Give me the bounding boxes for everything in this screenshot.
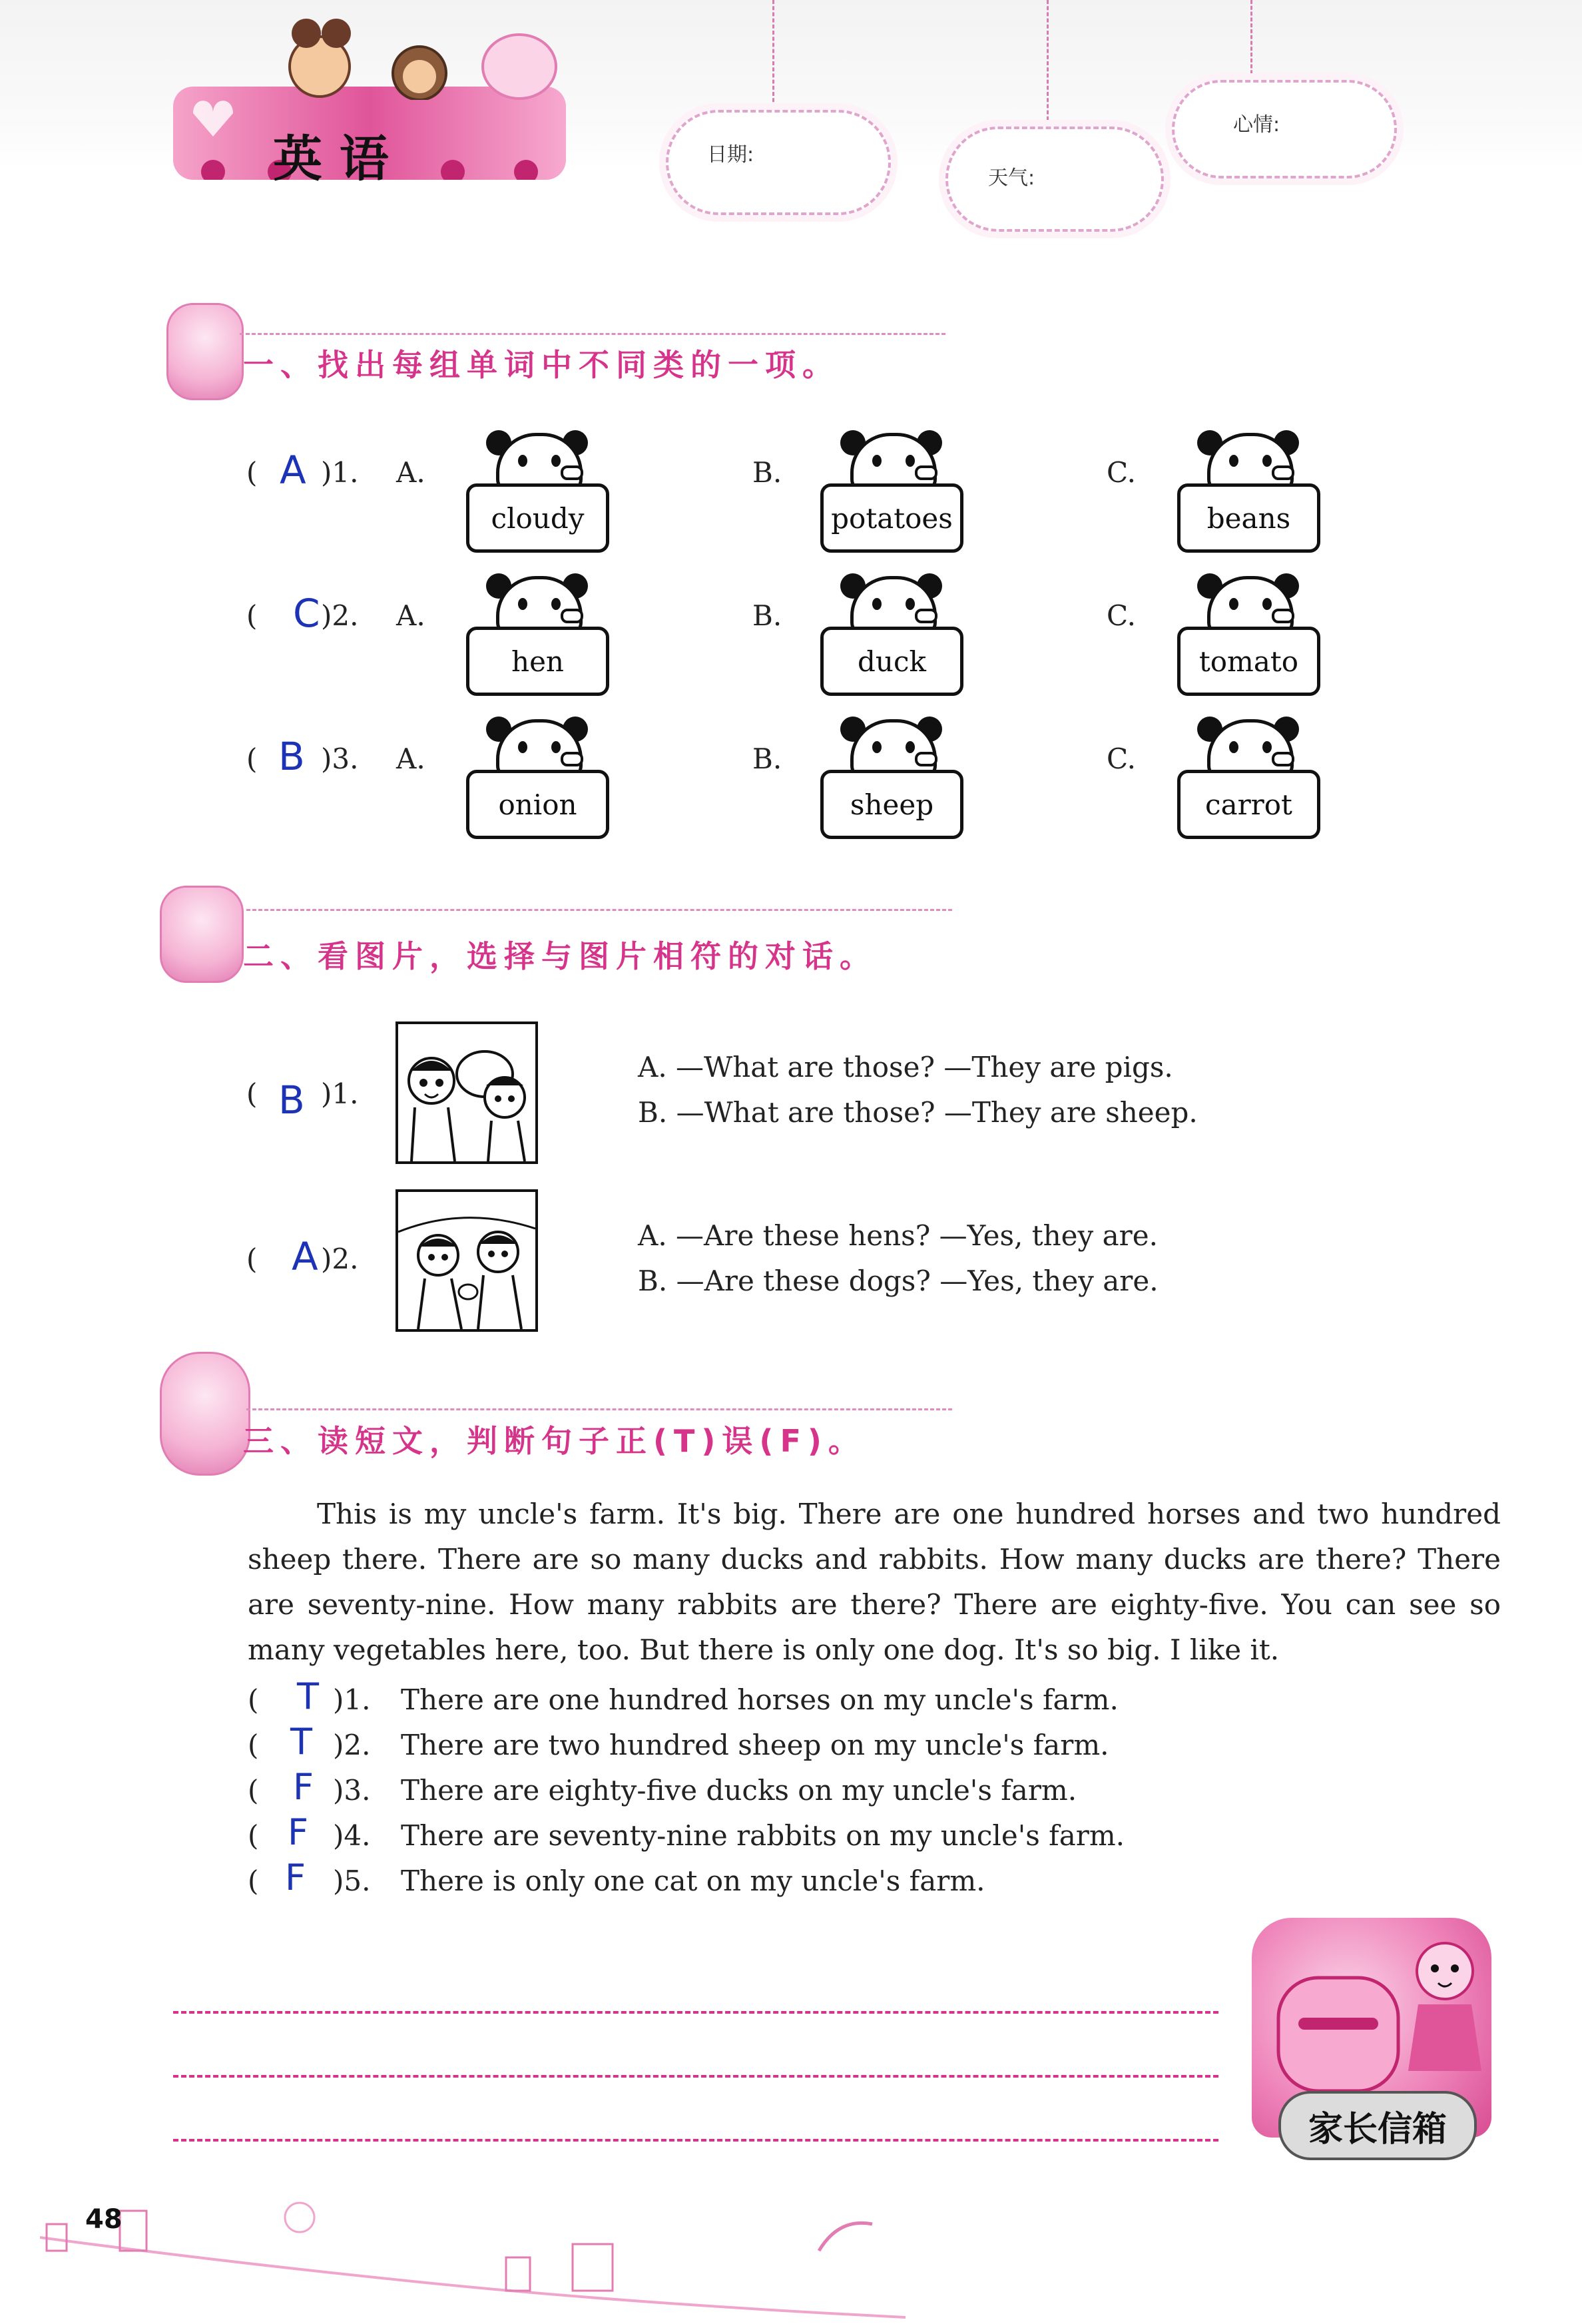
cartoon-characters-icon <box>266 13 573 100</box>
statement-text: There are seventy-nine rabbits on my uncle's farm. <box>401 1819 1125 1852</box>
question-number: )2. <box>321 599 359 632</box>
option-letter: A. <box>396 456 425 489</box>
statement-text: There are two hundred sheep on my uncle's farm. <box>401 1729 1109 1761</box>
question-number: )2. <box>321 1243 359 1275</box>
picture-children-sheep <box>396 1021 538 1164</box>
word-card: carrot <box>1177 770 1320 839</box>
answer-mark: B <box>278 734 305 779</box>
panda-card <box>820 433 960 546</box>
option-letter: A. <box>396 742 425 775</box>
question-number: )5. <box>333 1865 371 1897</box>
passage-text: This is my uncle's farm. It's big. There are one hundred horses and two hundred sheep there. There are so many ducks and rabbits. How many ducks are there? There are seventy-nine. How many rabbits are there? There are eighty-five. You can see so many vegetables here, too. But there is only one dog. It's so big. I like it. <box>248 1498 1501 1666</box>
word-card: hen <box>466 627 609 696</box>
weather-cloud <box>945 127 1164 232</box>
paren-open: ( <box>246 456 258 489</box>
panda-card <box>466 433 606 546</box>
option-letter: A. <box>396 599 425 632</box>
answer-mark: T <box>290 1721 312 1763</box>
panda-card <box>1177 433 1317 546</box>
answer-mark: F <box>288 1811 309 1853</box>
panda-card <box>820 576 960 689</box>
paren-open: ( <box>246 742 258 775</box>
question-number: )1. <box>333 1683 371 1716</box>
word-card: tomato <box>1177 627 1320 696</box>
question-number: )1. <box>321 1077 359 1110</box>
option-letter: B. <box>752 742 782 775</box>
question-number: )2. <box>333 1729 371 1761</box>
panda-card <box>466 576 606 689</box>
paren-open: ( <box>248 1683 259 1716</box>
weather-label: 天气: <box>988 166 1035 190</box>
answer-mark: C <box>293 591 320 636</box>
statement-text: There is only one cat on my uncle's farm. <box>401 1865 985 1897</box>
word-card: duck <box>820 627 963 696</box>
panda-card <box>466 719 606 832</box>
option-letter: C. <box>1107 456 1136 489</box>
dialog-option-a: A. —What are those? —They are pigs. <box>638 1051 1173 1083</box>
hanging-string <box>772 0 774 127</box>
paren-open: ( <box>246 1077 258 1110</box>
question-number: )3. <box>333 1774 371 1807</box>
option-letter: C. <box>1107 599 1136 632</box>
question-number: )3. <box>321 742 359 775</box>
section3-title: 三、读短文，判断句子正(T)误(F)。 <box>243 1423 866 1459</box>
dialog-option-b: B. —Are these dogs? —Yes, they are. <box>638 1265 1159 1297</box>
paren-open: ( <box>248 1819 259 1852</box>
date-label: 日期: <box>707 143 754 166</box>
option-letter: B. <box>752 456 782 489</box>
paren-open: ( <box>248 1865 259 1897</box>
statement-text: There are one hundred horses on my uncle's farm. <box>401 1683 1119 1716</box>
answer-mark: A <box>292 1234 318 1279</box>
dialog-option-b: B. —What are those? —They are sheep. <box>638 1096 1198 1129</box>
section1-title: 一、找出每组单词中不同类的一项。 <box>243 347 840 383</box>
panda-card <box>1177 576 1317 689</box>
section2-rabbit-icon <box>160 886 244 983</box>
paren-open: ( <box>248 1774 259 1807</box>
dialog-option-a: A. —Are these hens? —Yes, they are. <box>638 1219 1158 1252</box>
footer-town-icon <box>40 2178 972 2324</box>
hanging-string <box>1047 0 1049 127</box>
picture-children-hens <box>396 1189 538 1332</box>
hanging-string <box>1250 0 1252 80</box>
option-letter: C. <box>1107 742 1136 775</box>
answer-mark: F <box>285 1857 306 1898</box>
word-card: onion <box>466 770 609 839</box>
answer-mark: B <box>278 1077 305 1123</box>
writing-line[interactable] <box>173 2139 1218 2142</box>
answer-mark: F <box>293 1766 314 1808</box>
panda-card <box>820 719 960 832</box>
word-card: sheep <box>820 770 963 839</box>
children-sheep-icon <box>398 1024 535 1161</box>
word-card: cloudy <box>466 483 609 553</box>
mood-cloud <box>1172 80 1397 178</box>
section2-title: 二、看图片，选择与图片相符的对话。 <box>243 938 877 974</box>
subject-title: 英 语 <box>273 131 389 188</box>
date-cloud <box>666 110 891 215</box>
section3-character-icon <box>160 1352 250 1476</box>
option-letter: B. <box>752 599 782 632</box>
panda-card <box>1177 719 1317 832</box>
question-number: )4. <box>333 1819 371 1852</box>
mood-label: 心情: <box>1233 113 1280 137</box>
paren-open: ( <box>248 1729 259 1761</box>
section1-character-icon <box>166 303 244 400</box>
answer-mark: A <box>280 447 306 493</box>
parent-mailbox-label: 家长信箱 <box>1278 2091 1477 2160</box>
writing-line[interactable] <box>173 2011 1218 2014</box>
writing-line[interactable] <box>173 2075 1218 2078</box>
page-number: 48 <box>85 2204 123 2235</box>
section-divider <box>240 333 945 335</box>
statement-text: There are eighty-five ducks on my uncle's farm. <box>401 1774 1077 1807</box>
word-card: beans <box>1177 483 1320 553</box>
question-number: )1. <box>321 456 359 489</box>
section-divider <box>246 909 952 911</box>
paren-open: ( <box>246 1243 258 1275</box>
word-card: potatoes <box>820 483 963 553</box>
paren-open: ( <box>246 599 258 632</box>
reading-passage <box>248 1492 1501 1673</box>
section-divider <box>246 1408 952 1410</box>
answer-mark: T <box>297 1675 319 1717</box>
children-hens-icon <box>398 1192 535 1329</box>
